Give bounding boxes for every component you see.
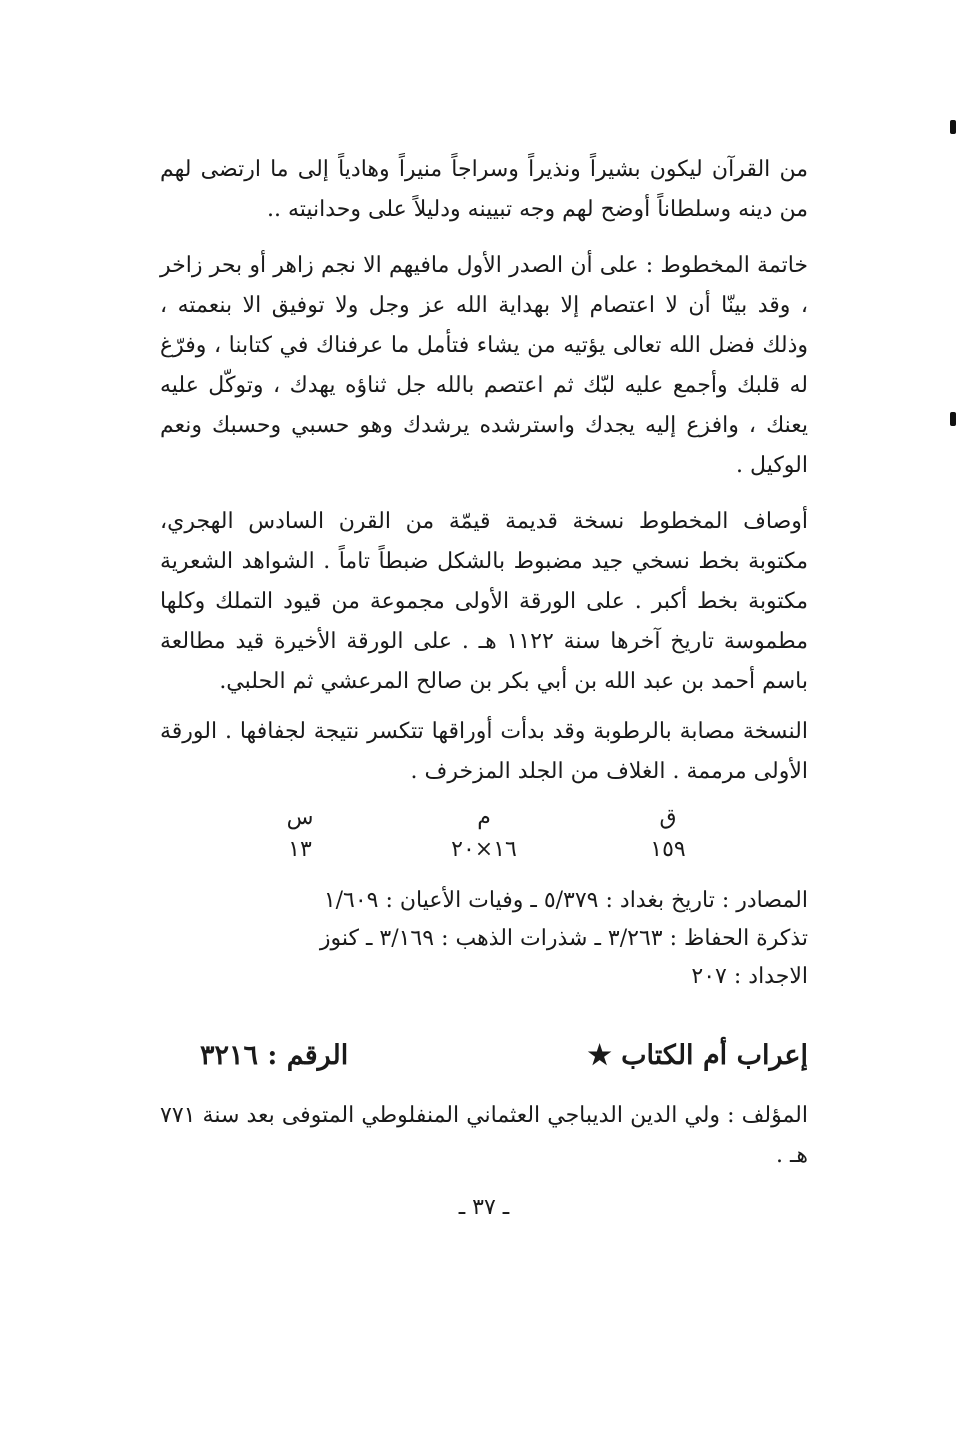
measurement-values: [160, 834, 808, 866]
condition-paragraph: النسخة مصابة بالرطوبة وقد بدأت أوراقها تتكسر نتيجة لجفافها . الورقة الأولى مرممة . الغلاف من الجلد المزخرف .: [160, 719, 808, 784]
page-number: ـ ٣٧ ـ: [458, 1195, 510, 1220]
measurement-headers: [160, 802, 808, 834]
page-edge-mark-top: [950, 120, 956, 134]
column-header-leaves: ق: [659, 805, 677, 830]
spacer: [160, 702, 808, 712]
sources-block: [160, 882, 808, 996]
document-page: [160, 150, 808, 1226]
column-header-size: م: [477, 805, 491, 830]
spacer: [160, 996, 808, 1032]
column-value-lines: ١٣: [288, 837, 312, 862]
column-value-leaves: ١٥٩: [650, 837, 686, 862]
description-paragraph: أوصاف المخطوط نسخة قديمة قيمّة من القرن السادس الهجري، مكتوبة بخط نسخي جيد مضبوط بالشكل ضبطاً تاماً . الشواهد الشعرية مكتوبة بخط أكبر . على الورقة الأولى مجموعة من قيود التملك وكلها مطموسة تاريخ آخرها سنة ١١٢٢ هـ . على الورقة الأخيرة قيد مطالعة باسم أحمد بن عبد الله بن أبي بكر بن صالح المرعشي ثم الحلبي.: [160, 509, 808, 694]
spacer: [160, 792, 808, 802]
sources-line: الاجداد : ٢٠٧: [691, 964, 808, 989]
author-paragraph: المؤلف : ولي الدين الديباجي العثماني المنفلوطي المتوفى بعد سنة ٧٧١ هـ .: [160, 1103, 808, 1168]
column-value-size: ١٦×٢٠: [451, 837, 517, 862]
spacer: [160, 230, 808, 246]
entry-title: إعراب أم الكتاب ★: [587, 1040, 808, 1071]
column-header-lines: س: [286, 805, 314, 830]
entry-heading: [160, 1032, 808, 1080]
colophon-paragraph: خاتمة المخطوط : على أن الصدر الأول مافيهم الا نجم زاهر أو بحر زاخر ، وقد بينّا أن لا اعتصام إلا بهداية الله عز وجل ولا توفيق الا بنعمته ، وذلك فضل الله تعالى يؤتيه من يشاء فتأمل ما عرفناك في كتابنا ، وفرّغ له قلبك وأجمع عليه لبّك ثم اعتصم بالله جل ثناؤه يهدك ، وتوكّل عليه يعنك ، وافزع إليه يجدك واسترشده يرشدك وهو حسبي وحسبك ونعم الوكيل .: [160, 253, 808, 478]
spacer: [160, 1176, 808, 1190]
sources-line: تذكرة الحفاظ : ٣/٢٦٣ ـ شذرات الذهب : ٣/١٦٩ ـ كنوز: [319, 926, 808, 951]
intro-paragraph: من القرآن ليكون بشيراً ونذيراً وسراجاً منيراً وهادياً إلى ما ارتضى لهم من دينه وسلطاناً أوضح لهم وجه تبيينه ودليلاً على وحدانيته ..: [160, 157, 808, 222]
sources-line: المصادر : تاريخ بغداد : ٥/٣٧٩ ـ وفيات الأعيان : ١/٦٠٩: [323, 888, 808, 913]
entry-number: الرقم : ٣٢١٦: [200, 1040, 349, 1071]
spacer: [160, 486, 808, 502]
spacer: [160, 866, 808, 882]
page-edge-mark-bottom: [950, 412, 956, 426]
spacer: [160, 1080, 808, 1096]
